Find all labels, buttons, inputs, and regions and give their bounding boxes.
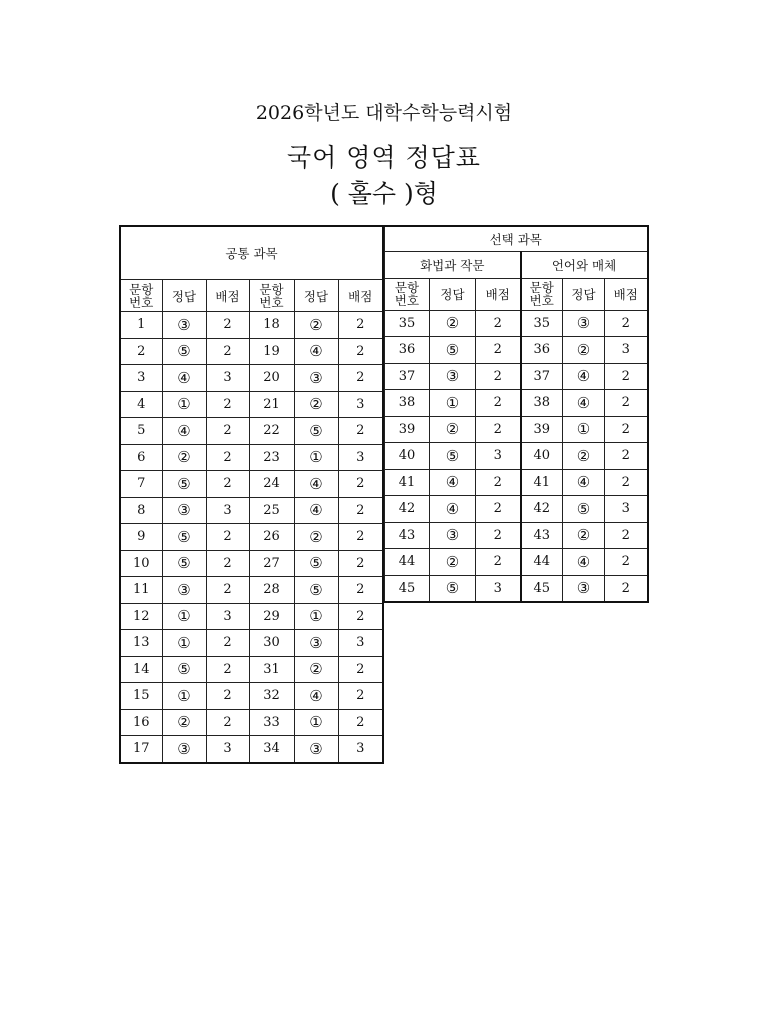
col-header-points: 배점 [476,278,521,310]
answer-mark: ② [430,310,476,337]
language-media-label: 언어와 매체 [521,252,648,279]
col-header-answer: 정답 [430,278,476,310]
question-number: 37 [521,363,563,390]
question-number: 32 [249,683,294,710]
points: 2 [206,471,249,498]
answer-row [120,365,383,392]
answer-row [385,390,648,417]
answer-mark: ② [294,391,338,418]
question-number: 29 [249,603,294,630]
points: 2 [338,418,383,445]
col-no-label: 문항 번호 [394,280,420,308]
question-number: 19 [249,338,294,365]
points: 2 [605,575,648,602]
col-no-label: 문항 번호 [129,281,154,310]
answer-mark: ① [294,444,338,471]
question-number: 45 [521,575,563,602]
points: 2 [338,497,383,524]
points: 2 [206,630,249,657]
question-number: 27 [249,550,294,577]
answer-mark: ② [563,337,605,364]
answer-row [120,550,383,577]
answer-row [120,524,383,551]
points: 2 [206,683,249,710]
points: 2 [338,312,383,339]
answer-row [120,630,383,657]
answer-mark: ② [294,312,338,339]
answer-mark: ③ [162,312,206,339]
answer-row [385,416,648,443]
points: 2 [605,469,648,496]
question-number: 8 [120,497,162,524]
answer-mark: ④ [162,418,206,445]
answer-mark: ① [162,630,206,657]
question-number: 45 [385,575,430,602]
question-number: 15 [120,683,162,710]
answer-mark: ④ [294,338,338,365]
points: 3 [206,736,249,763]
points: 2 [476,469,521,496]
col-no-label: 문항 번호 [259,281,284,310]
points: 2 [206,577,249,604]
answer-mark: ③ [294,630,338,657]
question-number: 44 [521,549,563,576]
answer-mark: ② [563,443,605,470]
col-header-number [521,278,563,310]
points: 2 [338,524,383,551]
answer-mark: ④ [563,549,605,576]
answer-row [385,522,648,549]
points: 2 [206,444,249,471]
question-number: 5 [120,418,162,445]
question-number: 2 [120,338,162,365]
col-header-points: 배점 [605,278,648,310]
col-header-answer: 정답 [563,278,605,310]
question-number: 10 [120,550,162,577]
answer-row [120,418,383,445]
answer-row [385,337,648,364]
answer-row [120,736,383,763]
points: 2 [605,549,648,576]
points: 2 [476,522,521,549]
answer-row [120,497,383,524]
answer-row [120,338,383,365]
points: 2 [206,338,249,365]
answer-mark: ② [162,444,206,471]
answer-mark: ③ [294,736,338,763]
question-number: 41 [521,469,563,496]
answer-mark: ⑤ [294,550,338,577]
points: 2 [476,310,521,337]
col-header-points: 배점 [206,280,249,312]
answer-mark: ④ [563,469,605,496]
points: 3 [476,443,521,470]
answer-mark: ④ [563,390,605,417]
answer-mark: ④ [430,469,476,496]
question-number: 30 [249,630,294,657]
points: 2 [206,550,249,577]
points: 2 [338,577,383,604]
answer-mark: ⑤ [430,337,476,364]
answer-mark: ⑤ [162,656,206,683]
answer-mark: ⑤ [162,524,206,551]
answer-row [120,391,383,418]
points: 2 [206,418,249,445]
answer-mark: ④ [563,363,605,390]
answer-mark: ③ [563,575,605,602]
question-number: 35 [521,310,563,337]
answer-mark: ② [294,656,338,683]
col-header-points: 배점 [338,280,383,312]
answer-row [385,496,648,523]
elective-answer-table [384,225,649,603]
subject-title: 국어 영역 정답표 [287,143,481,172]
answer-mark: ② [430,549,476,576]
question-number: 42 [385,496,430,523]
question-number: 25 [249,497,294,524]
question-number: 39 [385,416,430,443]
answer-mark: ③ [162,577,206,604]
answer-mark: ① [162,683,206,710]
answer-row [385,575,648,602]
points: 2 [605,443,648,470]
answer-mark: ⑤ [430,443,476,470]
points: 3 [206,603,249,630]
answer-mark: ⑤ [430,575,476,602]
answer-mark: ⑤ [162,550,206,577]
question-number: 39 [521,416,563,443]
question-number: 38 [521,390,563,417]
answer-mark: ④ [430,496,476,523]
answer-row [120,683,383,710]
answer-mark: ③ [563,310,605,337]
question-number: 26 [249,524,294,551]
points: 2 [338,338,383,365]
question-number: 18 [249,312,294,339]
answer-row [385,310,648,337]
points: 2 [206,312,249,339]
points: 2 [476,496,521,523]
question-number: 36 [521,337,563,364]
common-section-label: 공통 과목 [120,226,383,280]
question-number: 42 [521,496,563,523]
common-answer-table [119,225,384,764]
col-header-number [385,278,430,310]
answer-mark: ⑤ [563,496,605,523]
question-number: 1 [120,312,162,339]
question-number: 6 [120,444,162,471]
points: 3 [338,630,383,657]
points: 2 [338,550,383,577]
answer-mark: ③ [294,365,338,392]
points: 2 [338,683,383,710]
answer-mark: ⑤ [162,471,206,498]
answer-mark: ① [563,416,605,443]
answer-row [120,471,383,498]
answer-row [120,444,383,471]
answer-mark: ⑤ [294,577,338,604]
question-number: 28 [249,577,294,604]
answer-mark: ③ [430,363,476,390]
question-number: 36 [385,337,430,364]
answer-row [385,549,648,576]
points: 3 [206,365,249,392]
answer-row [120,656,383,683]
answer-mark: ② [430,416,476,443]
points: 2 [605,363,648,390]
points: 3 [605,337,648,364]
col-header-answer: 정답 [162,280,206,312]
points: 2 [206,656,249,683]
points: 2 [476,416,521,443]
answer-mark: ③ [430,522,476,549]
col-header-number [249,280,294,312]
question-number: 17 [120,736,162,763]
question-number: 12 [120,603,162,630]
points: 2 [338,603,383,630]
answer-mark: ① [162,603,206,630]
question-number: 21 [249,391,294,418]
points: 2 [338,471,383,498]
elective-section-label: 선택 과목 [385,226,648,252]
answer-row [120,709,383,736]
question-number: 40 [521,443,563,470]
answer-mark: ① [430,390,476,417]
question-number: 35 [385,310,430,337]
form-type: ( 홀수 )형 [330,179,438,208]
points: 2 [206,524,249,551]
points: 3 [476,575,521,602]
answer-mark: ④ [294,683,338,710]
answer-mark: ② [294,524,338,551]
points: 3 [338,444,383,471]
speech-writing-label: 화법과 작문 [385,252,521,279]
question-number: 40 [385,443,430,470]
col-header-answer: 정답 [294,280,338,312]
points: 3 [206,497,249,524]
points: 3 [605,496,648,523]
answer-mark: ② [162,709,206,736]
answer-row [385,469,648,496]
answer-row [385,443,648,470]
answer-mark: ③ [162,736,206,763]
answer-row [120,312,383,339]
points: 2 [476,390,521,417]
answer-mark: ① [294,709,338,736]
answer-row [120,577,383,604]
answer-row [120,603,383,630]
col-no-label: 문항 번호 [529,280,554,308]
points: 3 [338,391,383,418]
question-number: 34 [249,736,294,763]
question-number: 23 [249,444,294,471]
points: 2 [476,549,521,576]
question-number: 11 [120,577,162,604]
answer-mark: ⑤ [294,418,338,445]
points: 2 [338,656,383,683]
answer-mark: ④ [294,471,338,498]
points: 2 [206,391,249,418]
points: 2 [605,310,648,337]
points: 2 [206,709,249,736]
question-number: 33 [249,709,294,736]
question-number: 3 [120,365,162,392]
question-number: 20 [249,365,294,392]
exam-title: 2026학년도 대학수학능력시험 [255,102,513,124]
points: 2 [605,416,648,443]
points: 2 [338,709,383,736]
answer-row [385,363,648,390]
points: 2 [605,390,648,417]
question-number: 41 [385,469,430,496]
question-number: 31 [249,656,294,683]
answer-mark: ④ [162,365,206,392]
question-number: 22 [249,418,294,445]
points: 2 [338,365,383,392]
question-number: 7 [120,471,162,498]
points: 2 [476,363,521,390]
question-number: 37 [385,363,430,390]
answer-mark: ④ [294,497,338,524]
points: 2 [476,337,521,364]
answer-mark: ① [294,603,338,630]
question-number: 13 [120,630,162,657]
question-number: 43 [521,522,563,549]
question-number: 38 [385,390,430,417]
answer-mark: ⑤ [162,338,206,365]
points: 2 [605,522,648,549]
answer-mark: ③ [162,497,206,524]
col-header-number [120,280,162,312]
question-number: 14 [120,656,162,683]
question-number: 44 [385,549,430,576]
points: 3 [338,736,383,763]
question-number: 16 [120,709,162,736]
question-number: 24 [249,471,294,498]
question-number: 43 [385,522,430,549]
answer-mark: ② [563,522,605,549]
answer-mark: ① [162,391,206,418]
question-number: 9 [120,524,162,551]
question-number: 4 [120,391,162,418]
